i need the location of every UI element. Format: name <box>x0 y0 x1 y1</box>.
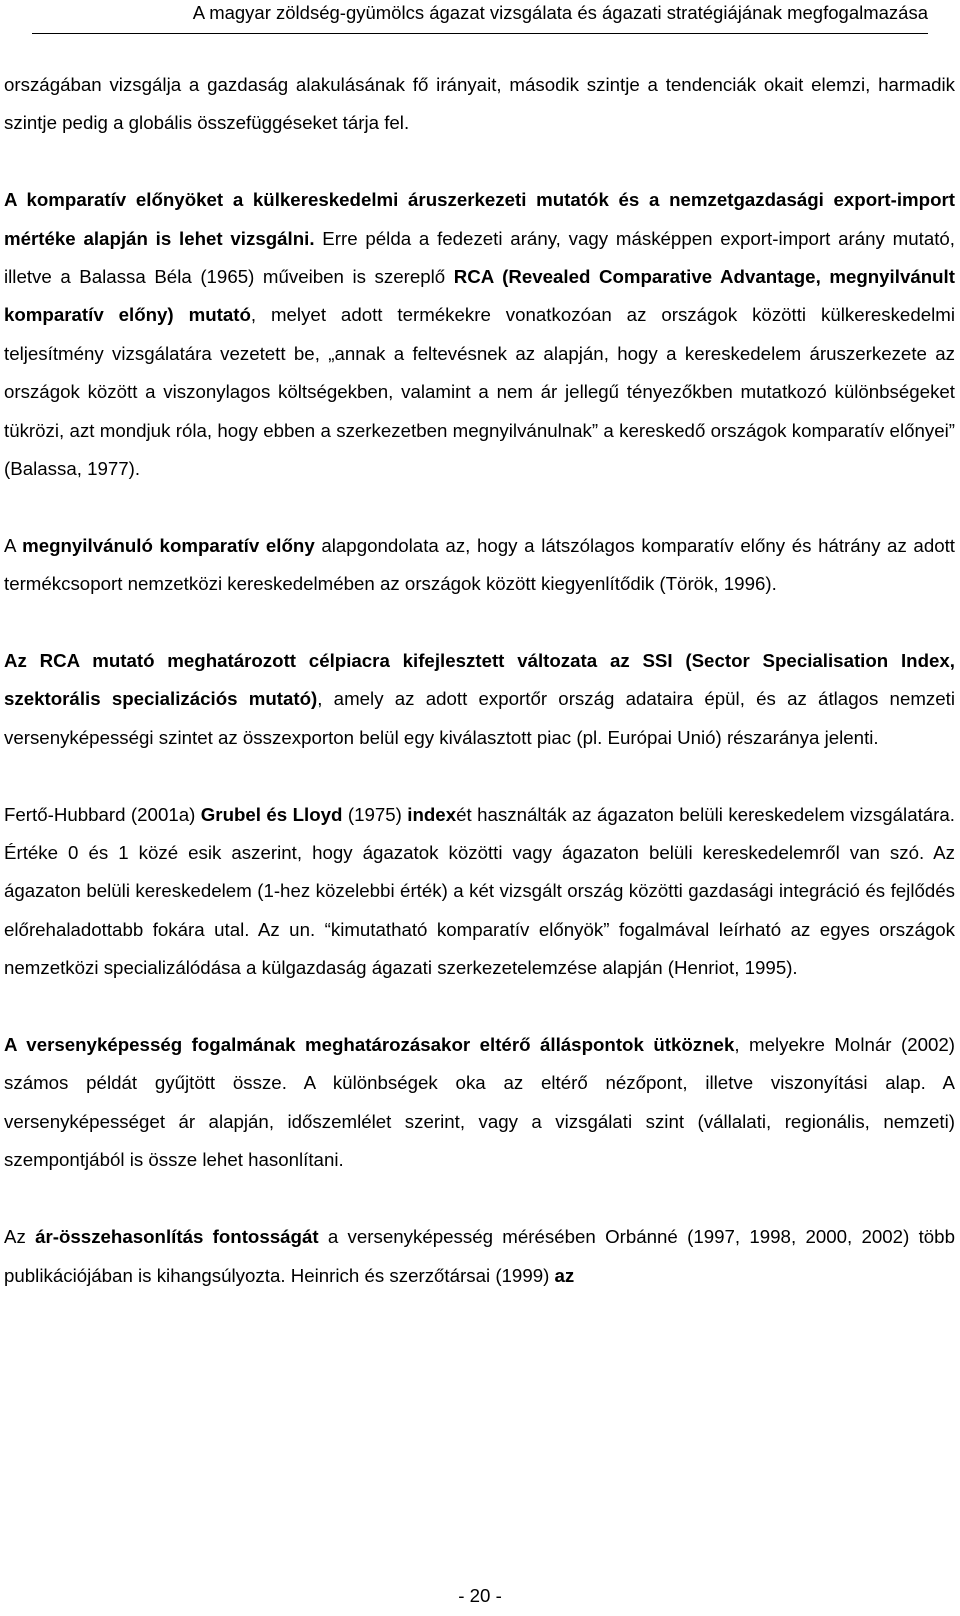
bold-text-run: Grubel és Lloyd <box>200 803 343 825</box>
text-run: (1975) <box>342 803 408 825</box>
paragraph <box>4 1218 955 1295</box>
paragraph <box>4 642 955 757</box>
page-header <box>32 0 928 34</box>
page-number: - 20 - <box>458 1585 502 1606</box>
paragraph <box>4 66 955 143</box>
text-run: A <box>4 534 23 556</box>
paragraph <box>4 527 955 604</box>
text-run: Az <box>4 1226 36 1248</box>
bold-text-run: index <box>407 803 457 825</box>
text-run: országában vizsgálja a gazdaság alakulásának fő irányait, második szintje a tendenciák okait elemzi, harmadik szintje pedig a globális összefüggéseket tárja fel. <box>4 74 955 134</box>
bold-text-run: Az RCA mutató meghatározott célpiacra kifejlesztett változata az SSI (Sector Specialisation Index, szektorális specializációs mutató) <box>4 650 955 710</box>
text-run: , amely az adott exportőr ország adataira épül, és az átlagos nemzeti versenyképességi szintet az összexporton belül egy kiválasztott piac (pl. Európai Unió) részaránya jelenti. <box>4 688 955 748</box>
text-run: Fertő-Hubbard (2001a) <box>4 803 201 825</box>
paragraph <box>4 181 955 488</box>
bold-text-run: ár-összehasonlítás fontosságát <box>35 1226 319 1248</box>
document-body <box>4 66 955 1295</box>
text-run: ét használták az ágazaton belüli kereskedelem vizsgálatára. Értéke 0 és 1 közé esik aszerint, hogy ágazatok közötti vagy ágazaton belüli kereskedelemről van szó. Az ágazaton belüli kereskedelem (1-hez közelebbi érték) a két vizsgált ország közötti gazdasági integráció és fejlődés előrehaladottabb fokára utal. Az un. “kimutatható komparatív előnyök” fogalmával leírható az egyes országok nemzetközi specializálódása a külgazdaság ágazati szerkezetelemzése alapján (Henriot, 1995). <box>4 803 955 979</box>
bold-text-run: RCA (Revealed Comparative Advantage, megnyilvánult komparatív előny) mutató <box>4 266 955 326</box>
text-run: alapgondolata az, hogy a látszólagos komparatív előny és hátrány az adott termékcsoport nemzetközi kereskedelmében az országok között kiegyenlítődik (Török, 1996). <box>4 534 955 595</box>
text-run: a versenyképesség mérésében Orbánné (1997, 1998, 2000, 2002) több publikációjában is kihangsúlyozta. Heinrich és szerzőtársai (1999) <box>4 1226 955 1286</box>
bold-text-run: A versenyképesség fogalmának meghatározásakor eltérő álláspontok ütköznek <box>4 1034 735 1056</box>
text-run: , melyekre Molnár (2002) számos példát gyűjtött össze. A különbségek oka az eltérő nézőpont, illetve viszonyítási alap. A versenyképességet ár alapján, időszemlélet szerint, vagy a vizsgálati szint (vállalati, regionális, nemzeti) szempontjából is össze lehet hasonlítani. <box>4 1034 955 1171</box>
paragraph <box>4 796 955 988</box>
bold-text-run: megnyilvánuló komparatív előny <box>22 534 315 556</box>
paragraph <box>4 1026 955 1180</box>
bold-text-run: A komparatív előnyöket a külkereskedelmi áruszerkezeti mutatók és a nemzetgazdasági export-import mértéke alapján is lehet vizsgálni. <box>4 189 955 249</box>
bold-text-run: az <box>554 1264 575 1286</box>
text-run: , melyet adott termékekre vonatkozóan az országok közötti külkereskedelmi teljesítmény vizsgálatára vezetett be, „annak a feltevésnek az alapján, hogy a kereskedelem áruszerkezete az országok között a viszonylagos költségekben, valamint a nem ár jellegű tényezőkben mutatkozó különbségeket tükrözi, azt mondjuk róla, hogy ebben a szerkezetben megnyilvánulnak” a kereskedő országok komparatív előnyei” (Balassa, 1977). <box>4 304 955 480</box>
text-run: Erre példa a fedezeti arány, vagy másképpen export-import arány mutató, illetve a Balassa Béla (1965) műveiben is szereplő <box>4 227 955 288</box>
document-title: A magyar zöldség-gyümölcs ágazat vizsgálata és ágazati stratégiájának megfogalmazása <box>192 2 928 23</box>
